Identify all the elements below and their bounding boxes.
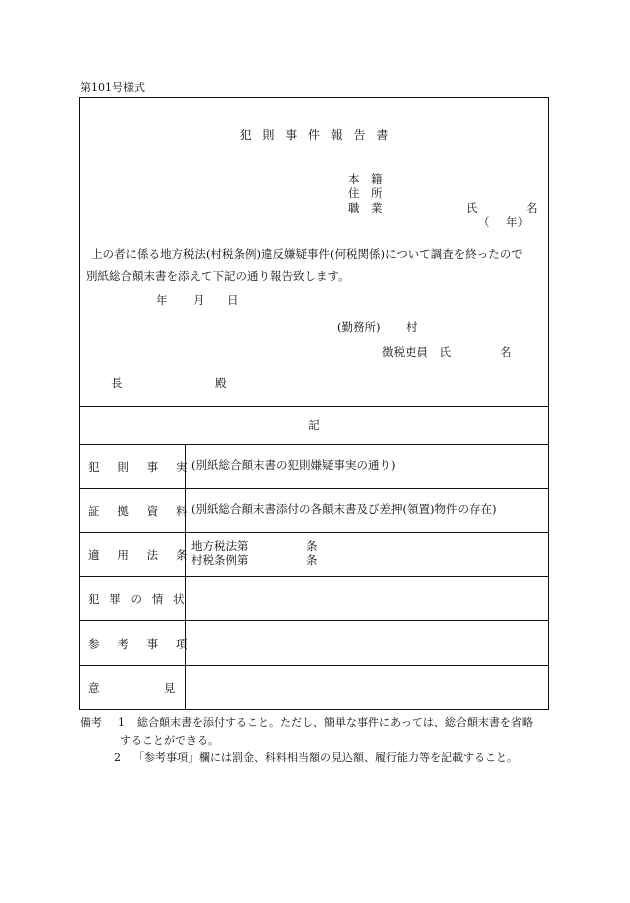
office-village: 村 [406,320,418,334]
body-line-1: 上の者に係る地方税法(村税条例)違反嫌疑事件(何税関係)について調査を終ったので [91,247,523,261]
note-1-line-2 [80,732,533,750]
notes-section [80,714,533,767]
office-label: (勤務所) [337,320,381,334]
row-label-hanzai-jojo [88,591,195,607]
label-honseki: 本 籍 [348,172,383,186]
row-label-text: 犯則事実 [88,460,206,474]
row-content-shoko-shiryo: (別紙総合顛末書添付の各顛末書及び差押(領置)物件の存在) [191,502,497,516]
row-label-text: 意見 [88,681,240,695]
official-name-suffix: 名 [500,345,512,359]
ki-heading: 記 [308,418,320,432]
divider-row-4 [80,620,548,621]
divider-row-1 [80,488,548,489]
divider-ki-top [80,406,548,407]
row-label-sanko-jiko [88,636,206,652]
form-title: 犯則事件報告書 [239,128,400,142]
note-1-line-1 [80,714,533,732]
label-shimei-left: 氏 [466,201,478,215]
date-year: 年 [156,293,168,307]
addressee-dono: 殿 [215,376,227,390]
row-label-shoko-shiryo [88,503,206,519]
label-jusho: 住 所 [348,186,383,200]
notes-heading: 備考 [80,716,102,729]
row-content-hansoku-jijitsu: (別紙総合顛末書の犯則嫌疑事実の通り) [191,458,396,472]
label-shimei-right: 名 [526,201,538,215]
form-number: 第101号様式 [80,81,145,94]
note-1-text-cont: することができる。 [120,733,219,747]
note-2-text: 「参考事項」欄には罰金、科料相当額の見込額、履行能力等を記載すること。 [133,751,518,765]
row-label-text: 適用法条 [88,548,206,562]
age-open: （ [478,215,490,229]
divider-row-3 [80,576,548,577]
official-label: 徴税吏員 氏 [382,345,451,359]
row-label-hansoku-jijitsu [88,459,206,475]
note-1-text: 総合顛末書を添付すること。ただし、簡単な事件にあっては、総合顛末書を省略 [137,716,533,729]
row-label-divider [185,444,186,709]
row-label-text: 証拠資料 [88,504,206,518]
divider-rows-top [80,444,548,445]
row-content-tekiyo-2: 村税条例第 条 [191,553,318,567]
divider-row-5 [80,665,548,666]
report-form-frame [79,97,549,710]
row-label-text: 犯罪の情状 [88,592,195,606]
row-label-text: 参考事項 [88,637,206,651]
divider-row-2 [80,532,548,533]
row-content-tekiyo-1: 地方税法第 条 [191,539,318,553]
note-1-number: 1 [118,716,125,729]
note-2-number: 2 [114,751,121,765]
note-2-line-1 [80,749,533,767]
row-label-iken [88,680,240,696]
label-shokugyo: 職 業 [348,201,383,215]
age-close: 年） [506,215,529,229]
body-line-2: 別紙総合顛末書を添えて下記の通り報告致します。 [86,269,350,283]
date-month: 月 [193,293,205,307]
addressee-cho: 長 [111,376,123,390]
row-label-tekiyo-hojo [88,547,206,563]
date-day: 日 [227,293,239,307]
